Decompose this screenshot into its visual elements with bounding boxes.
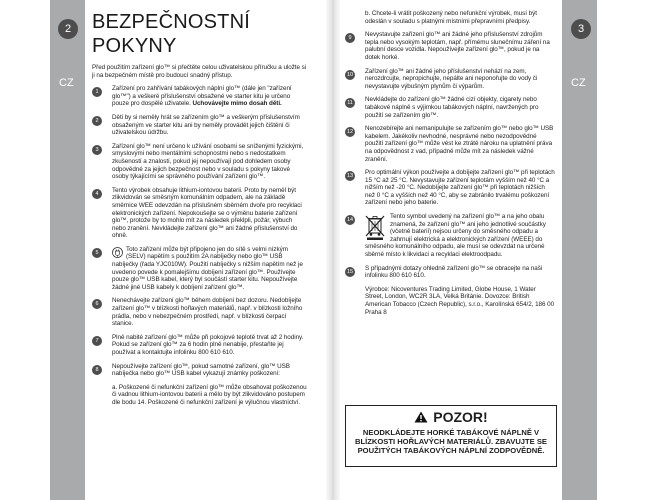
item-number: 6: [92, 299, 102, 309]
intro-paragraph: Před použitím zařízení glo™ si přečtěte celou uživatelskou příručku a uložte si ji na bezpečném místě pro budoucí snadný přístup.: [92, 64, 307, 79]
safety-item-2: [92, 114, 307, 137]
language-label-right: CZ: [571, 77, 586, 89]
safety-item-5: [92, 246, 307, 292]
safety-item-3: [92, 143, 307, 181]
safety-item-4: [92, 187, 307, 240]
item-text: Zařízení glo™ není určeno k užívání osobami se sníženými fyzickými, smyslovými nebo mentálními schopnostmi nebo s nedostatkem zkušeností a znalostí, pokud jej nepoužívají pod dohledem osoby odpovědné za jejich bezpečnost nebo v souladu s pokyny takové osoby týkajícími se správného používání zařízení glo™.: [112, 142, 304, 181]
item-text: Nepoužívejte zařízení glo™, pokud samotné zařízení, glo™ USB nabíječka nebo glo™ USB kabel vykazují známky poškození:: [112, 362, 290, 378]
left-page-tab: [50, 0, 85, 500]
item-subpoint: a. Poškozené či nefunkční zařízení glo™ může obsahovat poškozenou či vadnou lithium-iontovou baterii a mělo by být zlikvidováno postupem dle bodu 14. Poškozené či nefunkční zařízení je výlučnou vlastnictví.: [112, 383, 307, 406]
item-bold-text: Uchovávejte mimo dosah dětí.: [192, 100, 282, 108]
item-number: 4: [92, 189, 102, 199]
right-page-tab: [562, 0, 597, 500]
language-label-left: CZ: [59, 77, 74, 89]
safety-item-12: [345, 125, 555, 163]
item-text: Tento symbol uvedený na zařízení glo™ a na jeho obalu znamená, že zařízení glo™ ani jeho jednotlivé součástky (včetně baterií) nejsou určeny do směsného odpadu a zahrnují elektrická a elektronických zařízení (WEEE) do směsného komunálního odpadu, ale musí se odevzdat na určené sběrné místo k likvidaci a recyklaci elektroodpadu.: [365, 213, 546, 259]
warning-title: POZOR!: [433, 409, 488, 425]
item-text: Nenozebírejte ani nemanipulujte se zařízením glo™ nebo glo™ USB kabelem. Jakékoliv nevhodné, nesprávné nebo nezodpovědné použití zařízení glo™ může vést ke ztrátě nároku na uplatnění práva na odpovědnost z vad, případně může mít za následek vážné zranění.: [365, 125, 554, 163]
item-text: Plně nabité zařízení glo™ může při pokojové teplotě trvat až 2 hodiny. Pokud se zařízení glo™ za 6 hodin plně nenabije, přestaňte jej používat a kontaktujte infolinku 800 610 610.: [112, 333, 304, 356]
charger-plug-icon: [112, 247, 123, 258]
manufacturer-info: Výrobce: Nicoventures Trading Limited, Globe House, 1 Water Street, London, WC2R 3LA, Velká Británie. Dovozce: British American Tobacco (Czech Republic), s.r.o., Karolínská 654/2, 186 00 Praha 8: [365, 285, 555, 316]
item-text: Nenechávejte zařízení glo™ během dobíjení bez dozoru. Nedobíjejte zařízení glo™ v blízkosti hořlavých materiálů, např. v blízkosti ložního prádla, nebo v nebezpečném prostředí, např. v blízkosti čerpací stanice.: [112, 297, 303, 328]
item-number: 10: [346, 71, 354, 78]
item-number: 5: [92, 248, 102, 258]
safety-item-13: [345, 169, 555, 207]
item-text: S případnými dotazy ohledně zařízení glo™ se obracejte na naši infolinku 800 610 610.: [365, 264, 543, 280]
warning-triangle-icon: [414, 411, 428, 423]
safety-item-9: [345, 31, 555, 61]
right-page-content: [345, 10, 555, 330]
item-text: Tento výrobek obsahuje lithium-iontovou baterii. Proto by neměl být zlikvidován se směsným komunálním odpadem, ale na základě směrnice WEE odevzdán na příslušném sběrném dvoře pro recyklaci elektronických zařízení. Nepokoušejte se o výměnu baterie zařízení glo™, protože by to mohlo mít za následek překlpli, požár, výbuch nebo zranění. Nevkládejte zařízení glo™ ani žádné příslušenství do ohně.: [112, 186, 302, 240]
item-text: Toto zařízení může být připojeno jen do sítě s velmi nízkým (SELV) napětím s použitím 2A nabíječky nebo glo™ USB nabíječky (řada YJC010W). Použití nabíječky s nižším napětím než je uvedeno povede k pomalejšímu dobíjení zařízení glo™. Používejte pouze glo™ USB kabel, který byl součástí starter kitu. Nepoužívejte žádné jiné USB kabely k dobíjení zařízení glo™.: [112, 245, 303, 291]
item-text: Děti by si neměly hrát se zařízením glo™ a veškerým příslušenstvím obsaženým ve starter kitu ani by neměly provádět jejich čištění či uživatelskou údržbu.: [112, 113, 300, 137]
item-number: 3: [92, 145, 102, 155]
item-number: 15: [346, 268, 354, 275]
outer-margin-left: [0, 0, 50, 500]
safety-item-7: [92, 334, 307, 357]
item-text: Nevystavujte zařízení glo™ ani žádné jeho příslušenství zdrojům tepla nebo vysokým teplotám, např. přímému slunečnímu záření na palubní desce vozidla. Nepoužívejte zařízení glo™, pokud je na dotek horké.: [365, 31, 550, 61]
safety-item-8: [92, 363, 307, 407]
item-text: Zařízení glo™ ani žádné jeho příslušenství nehází na zem, nerozdrcujte, nepropichujte, nepálte ani neponořujte do vody či nevystavujte výbušným plynům či výparům.: [365, 67, 538, 90]
page-number-left: 2: [58, 19, 78, 39]
item-number: 13: [346, 173, 354, 180]
left-page-content: [92, 10, 307, 413]
safety-item-11: [345, 96, 555, 119]
item-text: Nevkládejte do zařízení glo™ žádné cizí objekty, cigarety nebo tabákové náplně s výjimkou tabákových náplní, navržených pro použití se zařízením glo™.: [365, 96, 539, 119]
item-text: Pro optimální výkon používejte a dobíjejte zařízení glo™ při teplotách 15 °C až 25 °C. Nevystavujte zařízení teplotám vyšším než 40 °C a nižším než -20 °C. Nedobíjejte zařízení glo™ při teplotách nižších než 0 °C a vyšších než 40 °C, aby se zabránilo trvalému poškození zařízení nebo jeho baterie.: [365, 169, 555, 207]
safety-item-6: [92, 297, 307, 327]
item-number: 8: [92, 365, 102, 375]
page-number-right: 3: [571, 19, 591, 39]
safety-item-1: [92, 85, 307, 108]
safety-item-14: [345, 213, 555, 259]
warning-text: NEODKLÁDEJTE HORKÉ TABÁKOVÉ NÁPLNĚ V BLÍZKOSTI HOŘLAVÝCH MATERIÁLŮ. ZBAVUJTE SE POUŽITÝCH TABÁKOVÝCH NÁPLNÍ ZODPOVĚDNĚ.: [355, 428, 547, 455]
crossed-bin-icon: [365, 214, 385, 240]
item-number: 2: [92, 116, 102, 126]
safety-item-15: [345, 265, 555, 280]
item-number: 11: [345, 98, 355, 108]
item-number: 9: [345, 33, 355, 43]
item-number: 12: [346, 129, 354, 136]
page-title: BEZPEČNOSTNÍ POKYNY: [92, 11, 250, 57]
outer-margin-right: [597, 0, 650, 500]
safety-item-10: [345, 68, 555, 91]
item-number: 1: [92, 87, 102, 97]
item-number: 14: [346, 217, 354, 224]
item-number: 7: [92, 336, 102, 346]
item-text: Zařízení pro zahřívání tabákových náplní glo™ (dále jen "zařízení glo™") a veškeré příslušenství obsažené ve starter kitu je určeno pouze pro dospělé uživatele.: [112, 85, 292, 108]
book-gutter: [326, 0, 340, 500]
warning-box: [345, 405, 557, 467]
continued-subpoint: b. Chcete-li vrátit poškozený nebo nefunkční výrobek, musí být odeslán v souladu s platnými místními přepravními předpisy.: [365, 10, 537, 25]
